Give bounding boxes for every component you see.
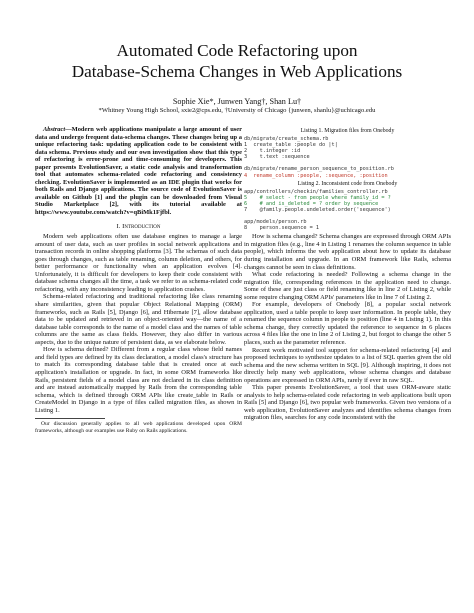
body-paragraph: This paper presents EvolutionSaver, a tool that uses ORM-aware static analysis to help schema-related code refactoring in web applications built upon Rails [5] and Django [6], two popular web frameworks. Given two versions of a web application, EvolutionSaver analyzes and identifies schema changes from migration files, searches for any code inconsistent with the [244, 384, 451, 422]
abstract-text: —Modern web applications manipulate a large amount of user data and undergo frequent data-schema changes. These changes bring up a unique refactoring task: updating application code to be consistent with data schema. Previous study and our own investigation show that this type of refactoring is error-prone and time-consuming for developers. This paper presents EvolutionSaver, a static code analysis and transformation tool that automates schema-related code refactoring and consistency checking. EvolutionSaver is implemented as an IDE plugin that works for both Rails and Django applications. The source code of EvolutionSaver is available on Github [1] and the plugin can be downloaded from Visual Studio Marketplace [2], with its tutorial available at https://www.youtube.com/watch?v=qBiMk1Fjfbl. [35, 126, 242, 217]
body-paragraph: For example, developers of Onebody [8], a popular social network application, used a table people to keep user information. In people table, they renamed the sequence column in people to position (line 4 in Listing 1). In this schema change, they correctly updated the reference to sequence in 6 places across 4 files like the one in line 2 of Listing 2, but forgot to change the other 5 places, such as the parameter reference. [244, 301, 451, 346]
right-column [244, 126, 451, 422]
title-line-1: Automated Code Refactoring upon [116, 41, 358, 60]
code-line: app/models/person.rb [244, 219, 307, 226]
code-line: 7 @family.people.undeleted.order('sequence') [244, 206, 391, 213]
code-line: 8 person.sequence = 1 [244, 225, 319, 232]
title-line-2: Database-Schema Changes in Web Applications [71, 62, 403, 81]
author-affiliation: *Whitney Young High School, sxie2@cps.edu, †University of Chicago {junwen, shanlu}@uchicago.edu [98, 107, 376, 114]
body-paragraph: How is schema changed? Schema changes are expressed through ORM APIs in migration files (e.g., line 4 in Listing 1 renames the column sequence in table people), which informs the web application about how to update its database during installation and upgrade. In an ORM framework like Rails, schema changes cannot be seen in class definitions. [244, 233, 451, 271]
listing-1-caption: Listing 1. Migration files from Onebody [300, 128, 395, 134]
author-list: Sophie Xie*, Junwen Yang†, Shan Lu† [172, 97, 302, 106]
listing-1-code [244, 136, 451, 179]
code-line: 3 t.text :sequence [244, 154, 310, 161]
intro-paragraph: Schema-related refactoring and traditional refactoring like class renaming share similarities, given that popular Object Relational Mapping (ORM) frameworks, such as Rails [5], Django [6], and Hibernate [7], allow database data to be updated and retrieved in an object-oriented way—the name of a database table corresponds to the name of a model class and the names of table columns are the same as class fields. However, they also differ in various aspects, due to the unique nature of persistent data, as we elaborate below. [35, 293, 242, 346]
code-line: db/migrate/rename_person_sequence_to_position.rb [244, 166, 394, 173]
code-line: 6 # and is_deleted = ? order by sequence [244, 200, 379, 207]
footnote-divider [35, 418, 105, 419]
intro-paragraph: Modern web applications often use database engines to manage a large amount of user data, such as user profiles in social network applications and transaction records in online shopping platforms [3]. The schemas of such data goes through changes, such as table renaming, column deletion, and others, for better performance or functionality when an application evolves [4]. Unfortunately, it is difficult for developers to keep their code consistent with database schema changes all the time, a task we refer to as schema-related code refactoring, with any inconsistency leading to application crashes. [35, 233, 242, 293]
code-line: 4 rename_column :people, :sequence, :position [244, 172, 388, 179]
left-column [35, 126, 242, 434]
code-line: 5 # select - from people where family_id = ? [244, 194, 391, 201]
code-line: 2 t.integer :id [244, 148, 301, 155]
code-line: app/controllers/checkin/families_controller.rb [244, 188, 388, 195]
abstract-label: Abstract [43, 126, 66, 133]
code-line: 1 create_table :people do |t| [244, 142, 338, 149]
code-line: db/migrate/create_schema.rb [244, 136, 329, 142]
intro-paragraph: How is schema defined? Different from a regular class whose field names and field types are defined by its class declaration, a model class's structure has to match its corresponding database table that is created once at each application's installation or upgrade. In fact, in some ORM frameworks like Rails, persistent fields of a model class are not declared in its class definition and are instead automatically mapped by Rails from the corresponding table schema, which is defined through ORM APIs like create_table in Rails or CreateModel in Django in a type of files called migration files, as shown in Listing 1. [35, 346, 242, 414]
paper-title [20, 40, 454, 82]
footnote: Our discussion generally applies to all web applications developed upon ORM frameworks, although our examples use Ruby on Rails applications. [35, 421, 242, 434]
listing-2-code [244, 189, 451, 232]
body-paragraph: Recent work motivated tool support for schema-related refactoring [4] and proposed techniques to synthesize updates to a list of SQL queries given the old schema and the new schema written in SQL [9]. Although inspiring, it does not directly help many web applications, whose schema changes and database operations are expressed in ORM APIs, rarely if ever in raw SQL. [244, 346, 451, 384]
listing-2-caption: Listing 2. Inconsistent code from Onebody [297, 180, 398, 187]
body-paragraph: What code refactoring is needed? Following a schema change in the migration file, corresponding references in the application need to change. Some of these are just class or field renaming like in line 2 of Listing 2, while some require changing ORM APIs' parameters like in line 7 of Listing 2. [244, 271, 451, 301]
section-heading-introduction: I. Introduction [116, 222, 161, 230]
abstract [35, 126, 242, 217]
